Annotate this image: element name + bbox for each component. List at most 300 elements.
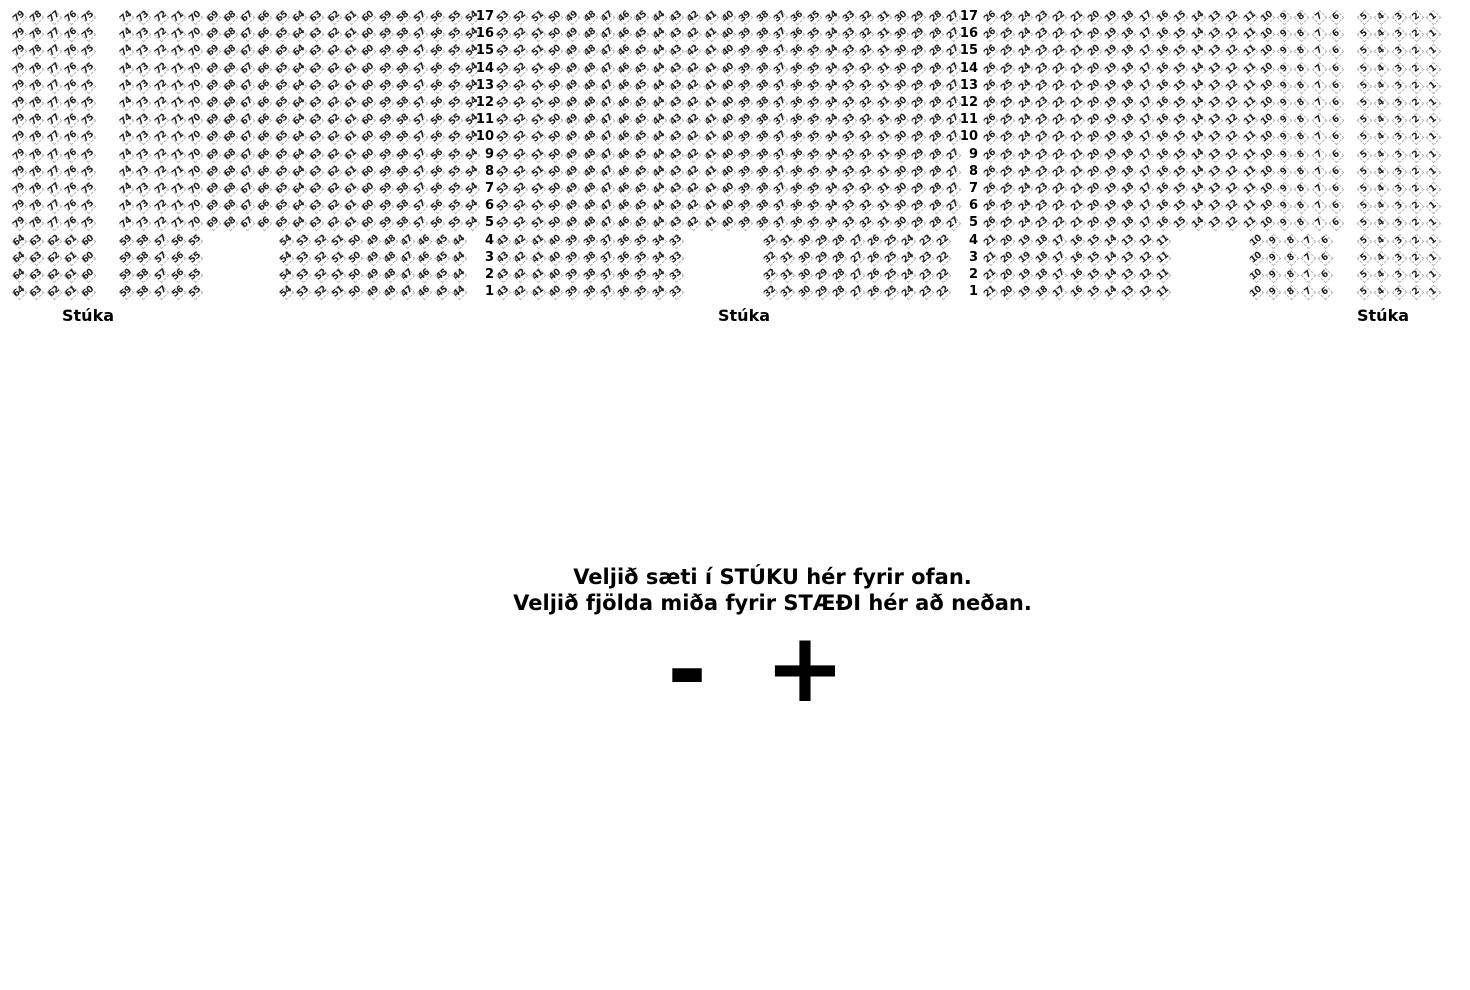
seat-row8-55[interactable] <box>448 165 462 179</box>
seat-row7-17[interactable] <box>1139 182 1153 196</box>
seat-row15-43[interactable] <box>669 44 683 58</box>
seat-row13-11[interactable] <box>1243 79 1257 93</box>
seat-row14-10[interactable] <box>1260 62 1274 76</box>
seat-row7-34[interactable] <box>825 182 839 196</box>
seat-row4-24[interactable] <box>901 234 915 248</box>
seat-row1-8[interactable] <box>1284 285 1298 299</box>
seat-row9-55[interactable] <box>448 148 462 162</box>
seat-row2-11[interactable] <box>1156 268 1170 282</box>
seat-row1-23[interactable] <box>919 285 933 299</box>
seat-row16-79[interactable] <box>12 27 26 41</box>
seat-row2-37[interactable] <box>600 268 614 282</box>
seat-row14-67[interactable] <box>240 62 254 76</box>
seat-row4-21[interactable] <box>983 234 997 248</box>
seat-row5-2[interactable] <box>1409 216 1423 230</box>
seat-row9-40[interactable] <box>721 148 735 162</box>
seat-row7-55[interactable] <box>448 182 462 196</box>
seat-row5-43[interactable] <box>669 216 683 230</box>
seat-row9-12[interactable] <box>1225 148 1239 162</box>
seat-row16-24[interactable] <box>1018 27 1032 41</box>
seat-row10-78[interactable] <box>29 130 43 144</box>
seat-row2-19[interactable] <box>1018 268 1032 282</box>
seat-row14-30[interactable] <box>894 62 908 76</box>
seat-row13-32[interactable] <box>859 79 873 93</box>
seat-row13-26[interactable] <box>983 79 997 93</box>
seat-row16-12[interactable] <box>1225 27 1239 41</box>
seat-row7-73[interactable] <box>136 182 150 196</box>
seat-row13-78[interactable] <box>29 79 43 93</box>
seat-row10-63[interactable] <box>309 130 323 144</box>
seat-row9-74[interactable] <box>119 148 133 162</box>
seat-row7-69[interactable] <box>206 182 220 196</box>
seat-row13-20[interactable] <box>1087 79 1101 93</box>
seat-row12-34[interactable] <box>825 96 839 110</box>
seat-row3-4[interactable] <box>1374 251 1388 265</box>
seat-row15-17[interactable] <box>1139 44 1153 58</box>
seat-row2-7[interactable] <box>1301 268 1315 282</box>
seat-row14-77[interactable] <box>47 62 61 76</box>
seat-row4-64[interactable] <box>12 234 26 248</box>
seat-row6-31[interactable] <box>877 199 891 213</box>
seat-row15-22[interactable] <box>1052 44 1066 58</box>
seat-row12-53[interactable] <box>496 96 510 110</box>
seat-row7-72[interactable] <box>154 182 168 196</box>
seat-row5-13[interactable] <box>1208 216 1222 230</box>
seat-row10-28[interactable] <box>929 130 943 144</box>
seat-row12-17[interactable] <box>1139 96 1153 110</box>
seat-row9-76[interactable] <box>64 148 78 162</box>
seat-row7-2[interactable] <box>1409 182 1423 196</box>
seat-row1-62[interactable] <box>47 285 61 299</box>
seat-row14-69[interactable] <box>206 62 220 76</box>
seat-row16-6[interactable] <box>1329 27 1343 41</box>
seat-row16-15[interactable] <box>1173 27 1187 41</box>
seat-row11-50[interactable] <box>548 113 562 127</box>
seat-row16-9[interactable] <box>1277 27 1291 41</box>
seat-row5-9[interactable] <box>1277 216 1291 230</box>
seat-row15-14[interactable] <box>1191 44 1205 58</box>
seat-row10-41[interactable] <box>704 130 718 144</box>
seat-row14-60[interactable] <box>361 62 375 76</box>
seat-row12-42[interactable] <box>686 96 700 110</box>
seat-row10-68[interactable] <box>223 130 237 144</box>
seat-row3-25[interactable] <box>884 251 898 265</box>
seat-row6-21[interactable] <box>1070 199 1084 213</box>
seat-row17-38[interactable] <box>756 10 770 24</box>
seat-row15-10[interactable] <box>1260 44 1274 58</box>
seat-row4-57[interactable] <box>154 234 168 248</box>
seat-row16-40[interactable] <box>721 27 735 41</box>
seat-row14-38[interactable] <box>756 62 770 76</box>
seat-row11-73[interactable] <box>136 113 150 127</box>
seat-row16-34[interactable] <box>825 27 839 41</box>
seat-row12-51[interactable] <box>531 96 545 110</box>
seat-row10-36[interactable] <box>790 130 804 144</box>
seat-row10-16[interactable] <box>1156 130 1170 144</box>
seat-row10-1[interactable] <box>1426 130 1440 144</box>
seat-row2-26[interactable] <box>867 268 881 282</box>
seat-row2-49[interactable] <box>366 268 380 282</box>
seat-row2-4[interactable] <box>1374 268 1388 282</box>
seat-row7-79[interactable] <box>12 182 26 196</box>
seat-row11-23[interactable] <box>1035 113 1049 127</box>
seat-row1-9[interactable] <box>1266 285 1280 299</box>
seat-row3-51[interactable] <box>331 251 345 265</box>
seat-row3-1[interactable] <box>1426 251 1440 265</box>
seat-row5-19[interactable] <box>1104 216 1118 230</box>
seat-row4-50[interactable] <box>348 234 362 248</box>
seat-row11-39[interactable] <box>738 113 752 127</box>
seat-row13-19[interactable] <box>1104 79 1118 93</box>
seat-row6-9[interactable] <box>1277 199 1291 213</box>
seat-row11-11[interactable] <box>1243 113 1257 127</box>
seat-row8-8[interactable] <box>1294 165 1308 179</box>
seat-row1-25[interactable] <box>884 285 898 299</box>
seat-row14-61[interactable] <box>344 62 358 76</box>
seat-row14-32[interactable] <box>859 62 873 76</box>
seat-row15-66[interactable] <box>257 44 271 58</box>
seat-row2-42[interactable] <box>513 268 527 282</box>
seat-row2-62[interactable] <box>47 268 61 282</box>
seat-row8-48[interactable] <box>583 165 597 179</box>
seat-row17-49[interactable] <box>565 10 579 24</box>
seat-row9-77[interactable] <box>47 148 61 162</box>
seat-row9-18[interactable] <box>1121 148 1135 162</box>
seat-row15-12[interactable] <box>1225 44 1239 58</box>
seat-row14-9[interactable] <box>1277 62 1291 76</box>
seat-row9-37[interactable] <box>773 148 787 162</box>
seat-row10-76[interactable] <box>64 130 78 144</box>
seat-row8-42[interactable] <box>686 165 700 179</box>
seat-row6-58[interactable] <box>396 199 410 213</box>
seat-row4-49[interactable] <box>366 234 380 248</box>
seat-row9-25[interactable] <box>1000 148 1014 162</box>
seat-row8-71[interactable] <box>171 165 185 179</box>
seat-row4-8[interactable] <box>1284 234 1298 248</box>
seat-row13-13[interactable] <box>1208 79 1222 93</box>
seat-row11-55[interactable] <box>448 113 462 127</box>
seat-row4-52[interactable] <box>314 234 328 248</box>
seat-row11-60[interactable] <box>361 113 375 127</box>
seat-row4-19[interactable] <box>1018 234 1032 248</box>
seat-row1-28[interactable] <box>832 285 846 299</box>
seat-row9-36[interactable] <box>790 148 804 162</box>
seat-row17-34[interactable] <box>825 10 839 24</box>
seat-row11-76[interactable] <box>64 113 78 127</box>
seat-row4-61[interactable] <box>64 234 78 248</box>
seat-row5-45[interactable] <box>634 216 648 230</box>
seat-row8-78[interactable] <box>29 165 43 179</box>
seat-row7-40[interactable] <box>721 182 735 196</box>
seat-row8-76[interactable] <box>64 165 78 179</box>
seat-row4-39[interactable] <box>565 234 579 248</box>
seat-row6-6[interactable] <box>1329 199 1343 213</box>
seat-row1-54[interactable] <box>279 285 293 299</box>
seat-row10-23[interactable] <box>1035 130 1049 144</box>
seat-row15-7[interactable] <box>1312 44 1326 58</box>
seat-row4-25[interactable] <box>884 234 898 248</box>
seat-row14-45[interactable] <box>634 62 648 76</box>
seat-row4-26[interactable] <box>867 234 881 248</box>
seat-row9-70[interactable] <box>188 148 202 162</box>
seat-row5-77[interactable] <box>47 216 61 230</box>
seat-row7-43[interactable] <box>669 182 683 196</box>
seat-row14-19[interactable] <box>1104 62 1118 76</box>
seat-row9-39[interactable] <box>738 148 752 162</box>
seat-row9-32[interactable] <box>859 148 873 162</box>
seat-row8-60[interactable] <box>361 165 375 179</box>
seat-row3-26[interactable] <box>867 251 881 265</box>
seat-row8-36[interactable] <box>790 165 804 179</box>
seat-row17-78[interactable] <box>29 10 43 24</box>
seat-row6-7[interactable] <box>1312 199 1326 213</box>
seat-row1-6[interactable] <box>1318 285 1332 299</box>
seat-row13-62[interactable] <box>327 79 341 93</box>
seat-row3-21[interactable] <box>983 251 997 265</box>
seat-row1-12[interactable] <box>1139 285 1153 299</box>
seat-row5-23[interactable] <box>1035 216 1049 230</box>
seat-row10-18[interactable] <box>1121 130 1135 144</box>
seat-row1-17[interactable] <box>1052 285 1066 299</box>
seat-row7-22[interactable] <box>1052 182 1066 196</box>
seat-row16-64[interactable] <box>292 27 306 41</box>
seat-row1-39[interactable] <box>565 285 579 299</box>
seat-row6-72[interactable] <box>154 199 168 213</box>
seat-row10-70[interactable] <box>188 130 202 144</box>
seat-row15-8[interactable] <box>1294 44 1308 58</box>
seat-row8-79[interactable] <box>12 165 26 179</box>
seat-row4-35[interactable] <box>634 234 648 248</box>
seat-row17-6[interactable] <box>1329 10 1343 24</box>
seat-row4-53[interactable] <box>296 234 310 248</box>
seat-row12-14[interactable] <box>1191 96 1205 110</box>
seat-row7-30[interactable] <box>894 182 908 196</box>
seat-row2-24[interactable] <box>901 268 915 282</box>
seat-row5-15[interactable] <box>1173 216 1187 230</box>
seat-row13-9[interactable] <box>1277 79 1291 93</box>
seat-row3-32[interactable] <box>763 251 777 265</box>
seat-row15-79[interactable] <box>12 44 26 58</box>
seat-row16-45[interactable] <box>634 27 648 41</box>
seat-row10-11[interactable] <box>1243 130 1257 144</box>
seat-row9-26[interactable] <box>983 148 997 162</box>
seat-row1-61[interactable] <box>64 285 78 299</box>
seat-row5-7[interactable] <box>1312 216 1326 230</box>
seat-row2-40[interactable] <box>548 268 562 282</box>
seat-row5-65[interactable] <box>275 216 289 230</box>
seat-row9-65[interactable] <box>275 148 289 162</box>
seat-row16-32[interactable] <box>859 27 873 41</box>
seat-row15-73[interactable] <box>136 44 150 58</box>
seat-row16-41[interactable] <box>704 27 718 41</box>
seat-row15-19[interactable] <box>1104 44 1118 58</box>
seat-row15-29[interactable] <box>911 44 925 58</box>
seat-row7-62[interactable] <box>327 182 341 196</box>
seat-row17-5[interactable] <box>1357 10 1371 24</box>
seat-row8-38[interactable] <box>756 165 770 179</box>
seat-row13-56[interactable] <box>430 79 444 93</box>
seat-row13-33[interactable] <box>842 79 856 93</box>
seat-row12-4[interactable] <box>1374 96 1388 110</box>
seat-row3-36[interactable] <box>617 251 631 265</box>
seat-row8-43[interactable] <box>669 165 683 179</box>
seat-row10-3[interactable] <box>1392 130 1406 144</box>
seat-row13-5[interactable] <box>1357 79 1371 93</box>
seat-row12-46[interactable] <box>617 96 631 110</box>
seat-row3-37[interactable] <box>600 251 614 265</box>
seat-row2-20[interactable] <box>1000 268 1014 282</box>
seat-row1-45[interactable] <box>435 285 449 299</box>
seat-row14-8[interactable] <box>1294 62 1308 76</box>
seat-row11-24[interactable] <box>1018 113 1032 127</box>
seat-row11-70[interactable] <box>188 113 202 127</box>
seat-row13-59[interactable] <box>379 79 393 93</box>
seat-row11-45[interactable] <box>634 113 648 127</box>
seat-row4-60[interactable] <box>81 234 95 248</box>
seat-row17-65[interactable] <box>275 10 289 24</box>
seat-row15-77[interactable] <box>47 44 61 58</box>
seat-row17-31[interactable] <box>877 10 891 24</box>
seat-row7-57[interactable] <box>413 182 427 196</box>
seat-row8-61[interactable] <box>344 165 358 179</box>
seat-row15-21[interactable] <box>1070 44 1084 58</box>
seat-row8-10[interactable] <box>1260 165 1274 179</box>
seat-row7-13[interactable] <box>1208 182 1222 196</box>
seat-row11-53[interactable] <box>496 113 510 127</box>
seat-row1-3[interactable] <box>1392 285 1406 299</box>
seat-row16-61[interactable] <box>344 27 358 41</box>
seat-row11-68[interactable] <box>223 113 237 127</box>
seat-row5-33[interactable] <box>842 216 856 230</box>
seat-row12-75[interactable] <box>81 96 95 110</box>
seat-row9-16[interactable] <box>1156 148 1170 162</box>
seat-row17-2[interactable] <box>1409 10 1423 24</box>
seat-row8-69[interactable] <box>206 165 220 179</box>
seat-row16-53[interactable] <box>496 27 510 41</box>
seat-row17-44[interactable] <box>652 10 666 24</box>
seat-row6-64[interactable] <box>292 199 306 213</box>
seat-row10-79[interactable] <box>12 130 26 144</box>
seat-row12-76[interactable] <box>64 96 78 110</box>
seat-row8-23[interactable] <box>1035 165 1049 179</box>
seat-row14-21[interactable] <box>1070 62 1084 76</box>
seat-row5-42[interactable] <box>686 216 700 230</box>
seat-row13-15[interactable] <box>1173 79 1187 93</box>
seat-row11-78[interactable] <box>29 113 43 127</box>
seat-row16-1[interactable] <box>1426 27 1440 41</box>
seat-row8-24[interactable] <box>1018 165 1032 179</box>
seat-row4-28[interactable] <box>832 234 846 248</box>
seat-row4-6[interactable] <box>1318 234 1332 248</box>
seat-row4-37[interactable] <box>600 234 614 248</box>
seat-row1-43[interactable] <box>496 285 510 299</box>
seat-row9-24[interactable] <box>1018 148 1032 162</box>
seat-row5-30[interactable] <box>894 216 908 230</box>
seat-row16-62[interactable] <box>327 27 341 41</box>
seat-row16-26[interactable] <box>983 27 997 41</box>
seat-row17-74[interactable] <box>119 10 133 24</box>
seat-row6-28[interactable] <box>929 199 943 213</box>
seat-row16-2[interactable] <box>1409 27 1423 41</box>
seat-row10-58[interactable] <box>396 130 410 144</box>
seat-row2-54[interactable] <box>279 268 293 282</box>
seat-row7-10[interactable] <box>1260 182 1274 196</box>
seat-row1-38[interactable] <box>583 285 597 299</box>
seat-row13-3[interactable] <box>1392 79 1406 93</box>
seat-row10-75[interactable] <box>81 130 95 144</box>
seat-row7-3[interactable] <box>1392 182 1406 196</box>
seat-row8-51[interactable] <box>531 165 545 179</box>
seat-row5-21[interactable] <box>1070 216 1084 230</box>
seat-row14-68[interactable] <box>223 62 237 76</box>
seat-row10-22[interactable] <box>1052 130 1066 144</box>
seat-row16-16[interactable] <box>1156 27 1170 41</box>
seat-row6-40[interactable] <box>721 199 735 213</box>
seat-row1-26[interactable] <box>867 285 881 299</box>
seat-row15-2[interactable] <box>1409 44 1423 58</box>
seat-row17-20[interactable] <box>1087 10 1101 24</box>
seat-row5-39[interactable] <box>738 216 752 230</box>
seat-row8-53[interactable] <box>496 165 510 179</box>
seat-row4-9[interactable] <box>1266 234 1280 248</box>
seat-row11-49[interactable] <box>565 113 579 127</box>
seat-row1-4[interactable] <box>1374 285 1388 299</box>
seat-row15-72[interactable] <box>154 44 168 58</box>
seat-row13-50[interactable] <box>548 79 562 93</box>
seat-row4-56[interactable] <box>171 234 185 248</box>
seat-row1-35[interactable] <box>634 285 648 299</box>
seat-row1-58[interactable] <box>136 285 150 299</box>
seat-row17-63[interactable] <box>309 10 323 24</box>
seat-row17-47[interactable] <box>600 10 614 24</box>
seat-row11-32[interactable] <box>859 113 873 127</box>
seat-row9-20[interactable] <box>1087 148 1101 162</box>
seat-row3-17[interactable] <box>1052 251 1066 265</box>
seat-row7-39[interactable] <box>738 182 752 196</box>
seat-row16-63[interactable] <box>309 27 323 41</box>
seat-row10-13[interactable] <box>1208 130 1222 144</box>
seat-row12-48[interactable] <box>583 96 597 110</box>
seat-row3-9[interactable] <box>1266 251 1280 265</box>
seat-row9-34[interactable] <box>825 148 839 162</box>
seat-row15-23[interactable] <box>1035 44 1049 58</box>
seat-row11-1[interactable] <box>1426 113 1440 127</box>
seat-row6-30[interactable] <box>894 199 908 213</box>
seat-row6-25[interactable] <box>1000 199 1014 213</box>
seat-row3-12[interactable] <box>1139 251 1153 265</box>
seat-row9-5[interactable] <box>1357 148 1371 162</box>
seat-row12-77[interactable] <box>47 96 61 110</box>
seat-row8-2[interactable] <box>1409 165 1423 179</box>
seat-row5-40[interactable] <box>721 216 735 230</box>
seat-row5-41[interactable] <box>704 216 718 230</box>
seat-row12-13[interactable] <box>1208 96 1222 110</box>
seat-row4-34[interactable] <box>652 234 666 248</box>
seat-row4-23[interactable] <box>919 234 933 248</box>
seat-row5-53[interactable] <box>496 216 510 230</box>
seat-row12-32[interactable] <box>859 96 873 110</box>
decrease-quantity-button[interactable]: - <box>667 614 707 726</box>
seat-row8-28[interactable] <box>929 165 943 179</box>
seat-row8-41[interactable] <box>704 165 718 179</box>
seat-row14-41[interactable] <box>704 62 718 76</box>
seat-row17-33[interactable] <box>842 10 856 24</box>
seat-row16-13[interactable] <box>1208 27 1222 41</box>
seat-row8-35[interactable] <box>807 165 821 179</box>
seat-row13-7[interactable] <box>1312 79 1326 93</box>
seat-row15-37[interactable] <box>773 44 787 58</box>
seat-row6-44[interactable] <box>652 199 666 213</box>
